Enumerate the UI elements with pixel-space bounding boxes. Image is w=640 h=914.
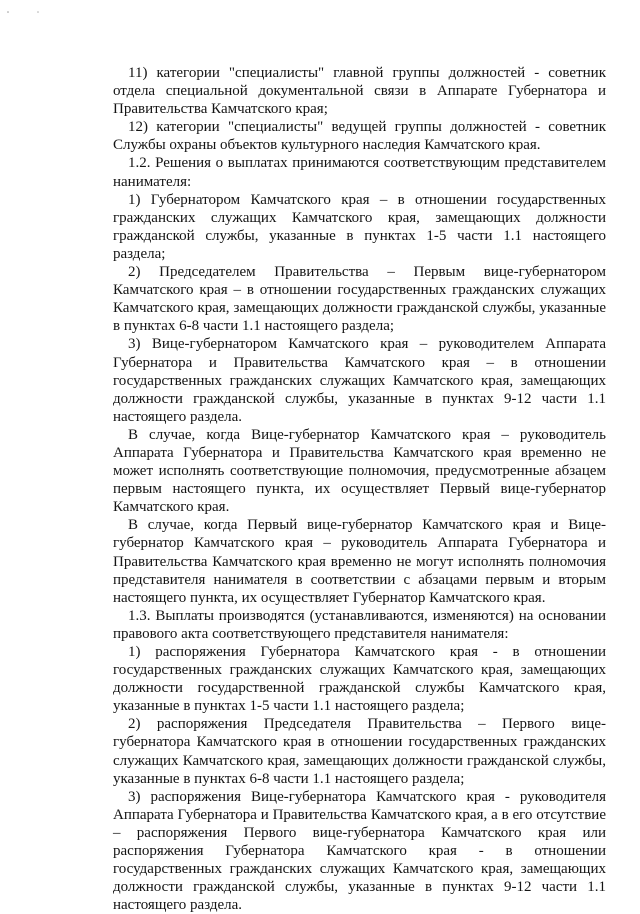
paragraph-1-2-item-3: 3) Вице-губернатором Камчатского края – руководителем Аппарата Губернатора и Правительства Камчатского края – в отношении государственных гражданских служащих Камчатского края, замещающих должности гражданской службы, указанные в пунктах 9-12 части 1.1 настоящего раздела. <box>113 336 606 425</box>
paragraph-1-2-case-1: В случае, когда Вице-губернатор Камчатского края – руководитель Аппарата Губернатора и Правительства Камчатского края временно не может исполнять соответствующие полномочия, предусмотренные абзацем первым настоящего пункта, их осуществляет Первый вице-губернатор Камчатского края. <box>113 426 606 516</box>
paragraph-1-2-case-2: В случае, когда Первый вице-губернатор Камчатского края и Вице-губернатор Камчатского края – руководитель Аппарата Губернатора и Правительства Камчатского края временно не могут исполнять полномочия представителя нанимателя в соответствии с абзацами первым и вторым настоящего пункта, их осуществляет Губернатор Камчатского края. <box>113 517 606 606</box>
paragraph-section-1-2: 1.2. Решения о выплатах принимаются соответствующим представителем нанимателя: <box>113 155 606 190</box>
paragraph-1-3-item-1: 1) распоряжения Губернатора Камчатского края - в отношении государственных гражданских служащих Камчатского края, замещающих должности государственной гражданской службы Камчатского края, указанные в пунктах 1-5 части 1.1 настоящего раздела; <box>113 644 606 715</box>
paragraph-section-1-3: 1.3. Выплаты производятся (устанавливаются, изменяются) на основании правового акта соответствующего представителя нанимателя: <box>113 607 606 642</box>
paragraph-item-12: 12) категории "специалисты" ведущей группы должностей - советник Службы охраны объектов культурного наследия Камчатского края. <box>113 119 606 154</box>
scan-artifact-mark <box>6 10 46 14</box>
paragraph-1-3-item-2: 2) распоряжения Председателя Правительства – Первого вице-губернатора Камчатского края в отношении государственных гражданских служащих Камчатского края, замещающих должности гражданской службы, указанные в пунктах 6-8 части 1.1 настоящего раздела; <box>113 716 606 787</box>
paragraph-1-2-item-2: 2) Председателем Правительства – Первым вице-губернатором Камчатского края – в отношении государственных гражданских служащих Камчатского края, замещающих должности гражданской службы, указанные в пунктах 6-8 части 1.1 настоящего раздела; <box>113 264 606 335</box>
paragraph-item-11: 11) категории "специалисты" главной группы должностей - советник отдела специальной документальной связи в Аппарате Губернатора и Правительства Камчатского края; <box>113 65 606 118</box>
paragraph-1-2-item-1: 1) Губернатором Камчатского края – в отношении государственных гражданских служащих Камчатского края, замещающих должности гражданской службы, указанные в пунктах 1-5 части 1.1 настоящего раздела; <box>113 191 606 262</box>
document-body <box>113 64 606 914</box>
paragraph-1-3-item-3: 3) распоряжения Вице-губернатора Камчатского края - руководителя Аппарата Губернатора и Правительства Камчатского края, а в его отсутствие – распоряжения Первого вице-губернатора Камчатского края или распоряжения Губернатора Камчатского края - в отношении государственных гражданских служащих Камчатского края, замещающих должности гражданской службы, указанные в пунктах 9-12 части 1.1 настоящего раздела. <box>113 788 606 914</box>
